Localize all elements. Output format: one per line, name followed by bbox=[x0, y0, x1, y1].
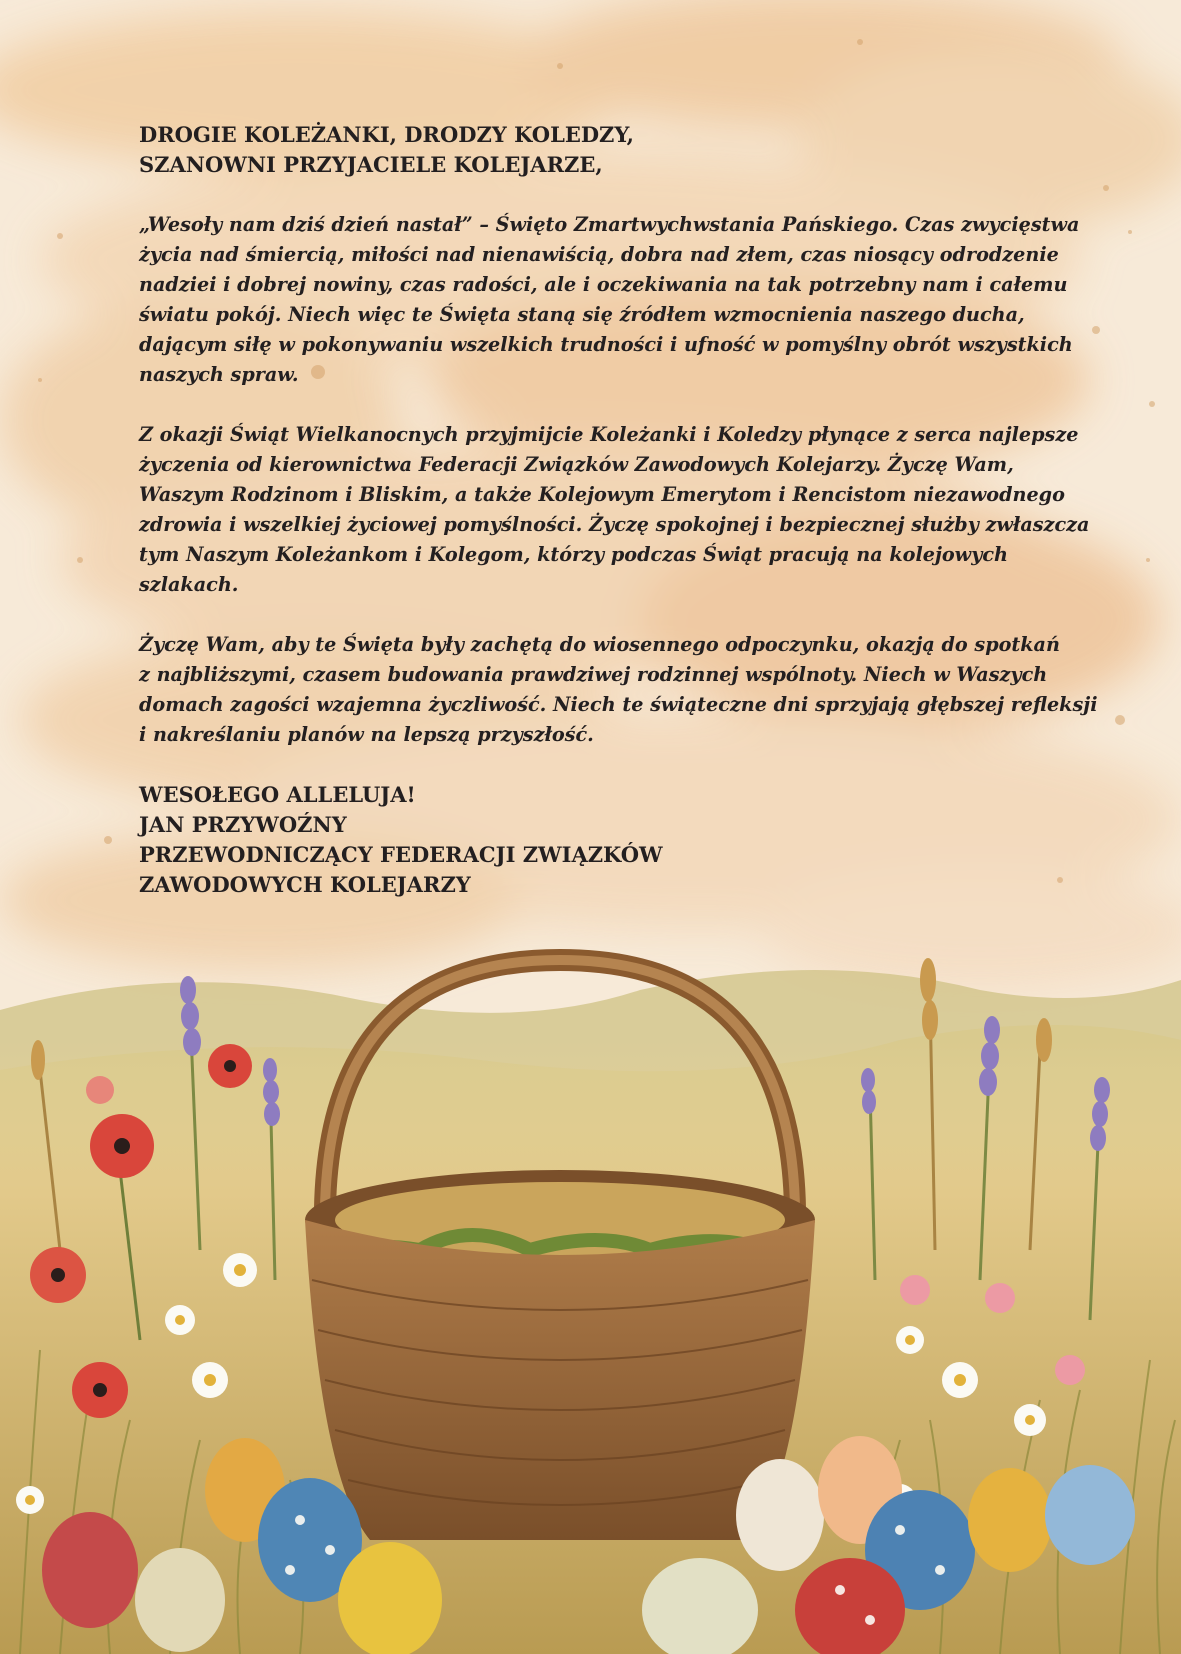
paragraph-line: Waszym Rodzinom i Bliskim, a także Kolejowym Emerytom i Rencistom niezawodnego bbox=[139, 483, 1065, 506]
signature-title: ZAWODOWYCH KOLEJARZY bbox=[139, 872, 471, 897]
signature-title: PRZEWODNICZĄCY FEDERACJI ZWIĄZKÓW bbox=[139, 842, 663, 867]
closing-line: WESOŁEGO ALLELUJA! bbox=[139, 782, 416, 807]
paragraph-rest-and-family bbox=[139, 630, 1098, 750]
paragraph-line: i nakreślaniu planów na lepszą przyszłość. bbox=[139, 723, 594, 746]
paragraph-line: naszych spraw. bbox=[139, 363, 299, 386]
salutation-line: DROGIE KOLEŻANKI, DRODZY KOLEDZY, bbox=[139, 122, 634, 147]
salutation-line: SZANOWNI PRZYJACIELE KOLEJARZE, bbox=[139, 152, 603, 177]
paragraph-line: zdrowia i wszelkiej życiowej pomyślności. Życzę spokojnej i bezpiecznej służby zwłaszcza bbox=[139, 513, 1090, 536]
paragraph-line: tym Naszym Koleżankom i Kolegom, którzy podczas Świąt pracują na kolejowych bbox=[139, 543, 1008, 566]
signature-block bbox=[139, 780, 1039, 900]
paragraph-line: życia nad śmiercią, miłości nad nienawiścią, dobra nad złem, czas niosący odrodzenie bbox=[139, 243, 1059, 266]
paragraph-line: domach zagości wzajemna życzliwość. Niech te świąteczne dni sprzyjają głębszej refleksji bbox=[139, 693, 1098, 716]
letter-body bbox=[139, 120, 1098, 900]
salutation bbox=[139, 120, 1039, 180]
paragraph-wishes bbox=[139, 420, 1090, 600]
signature-name: JAN PRZYWOŹNY bbox=[139, 812, 347, 837]
paragraph-line: światu pokój. Niech więc te Święta staną się źródłem wzmocnienia naszego ducha, bbox=[139, 303, 1025, 326]
easter-meadow-illustration bbox=[0, 920, 1181, 1654]
paragraph-line: życzenia od kierownictwa Federacji Związków Zawodowych Kolejarzy. Życzę Wam, bbox=[139, 453, 1014, 476]
paragraph-easter-meaning bbox=[139, 210, 1080, 390]
paragraph-line: Z okazji Świąt Wielkanocnych przyjmijcie Koleżanki i Koledzy płynące z serca najlepsze bbox=[139, 423, 1079, 446]
paragraph-line: z najbliższymi, czasem budowania prawdziwej rodzinnej wspólnoty. Niech w Waszych bbox=[139, 663, 1048, 686]
paragraph-line: dającym siłę w pokonywaniu wszelkich trudności i ufność w pomyślny obrót wszystkich bbox=[139, 333, 1073, 356]
paragraph-line: nadziei i dobrej nowiny, czas radości, ale i oczekiwania na tak potrzebny nam i całemu bbox=[139, 273, 1068, 296]
paragraph-line: „Wesoły nam dziś dzień nastał” – Święto Zmartwychwstania Pańskiego. Czas zwycięstwa bbox=[139, 213, 1080, 236]
paragraph-line: szlakach. bbox=[139, 573, 239, 596]
paragraph-line: Życzę Wam, aby te Święta były zachętą do wiosennego odpoczynku, okazją do spotkań bbox=[139, 633, 1060, 656]
